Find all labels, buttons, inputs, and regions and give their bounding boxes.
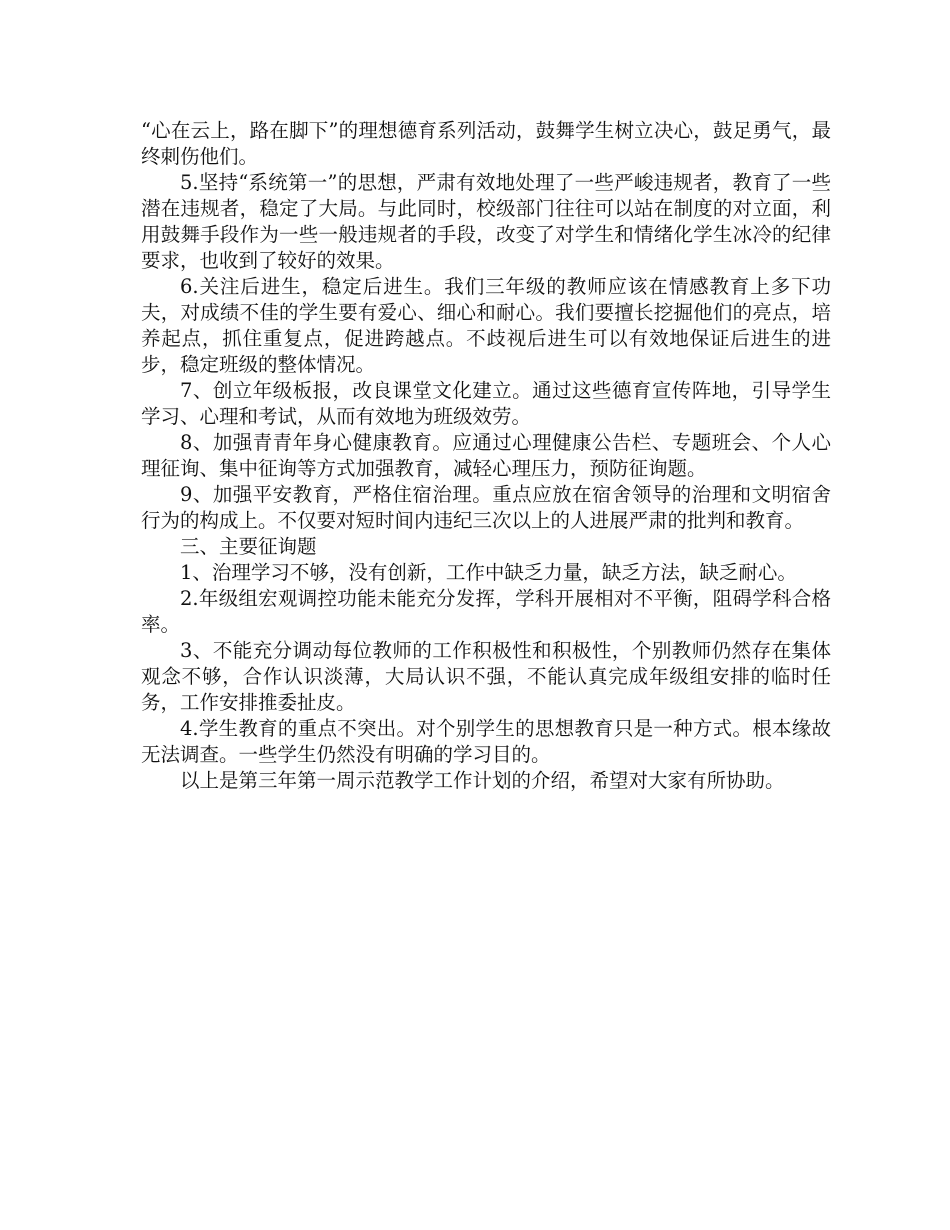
paragraph-1: “心在云上，路在脚下”的理想德育系列活动，鼓舞学生树立决心，鼓足勇气，最终刺伤他们。	[141, 119, 831, 168]
issue-item-4: 4.学生教育的重点不突出。对个别学生的思想教育只是一种方式。根本缘故无法调查。一些学生仍然没有明确的学习目的。	[141, 717, 831, 766]
paragraph-item-6: 6.关注后进生，稳定后进生。我们三年级的教师应该在情感教育上多下功夫，对成绩不佳的学生要有爱心、细心和耐心。我们要擅长挖掘他们的亮点，培养起点，抓住重复点，促进跨越点。不歧视后进生可以有效地保证后进生的进步，稳定班级的整体情况。	[141, 275, 831, 376]
issue-item-1: 1、治理学习不够，没有创新，工作中缺乏力量，缺乏方法，缺乏耐心。	[180, 561, 797, 584]
paragraph-item-9: 9、加强平安教育，严格住宿治理。重点应放在宿舍领导的治理和文明宿舍行为的构成上。不仅要对短时间内违纪三次以上的人进展严肃的批判和教育。	[141, 483, 831, 532]
paragraph-item-8: 8、加强青青年身心健康教育。应通过心理健康公告栏、专题班会、个人心理征询、集中征询等方式加强教育，减轻心理压力，预防征询题。	[141, 431, 831, 480]
closing-paragraph: 以上是第三年第一周示范教学工作计划的介绍，希望对大家有所协助。	[180, 769, 785, 792]
document-body	[141, 118, 831, 794]
paragraph-item-5: 5.坚持“系统第一”的思想，严肃有效地处理了一些严峻违规者，教育了一些潜在违规者，稳定了大局。与此同时，校级部门往往可以站在制度的对立面，利用鼓舞手段作为一些一般违规者的手段，改变了对学生和情绪化学生冰冷的纪律要求，也收到了较好的效果。	[141, 171, 831, 272]
section-heading-main-issues: 三、主要征询题	[180, 535, 317, 558]
issue-item-2: 2.年级组宏观调控功能未能充分发挥，学科开展相对不平衡，阻碍学科合格率。	[141, 587, 831, 636]
issue-item-3: 3、不能充分调动每位教师的工作积极性和积极性，个别教师仍然存在集体观念不够，合作认识淡薄，大局认识不强，不能认真完成年级组安排的临时任务，工作安排推委扯皮。	[141, 639, 831, 714]
paragraph-item-7: 7、创立年级板报，改良课堂文化建立。通过这些德育宣传阵地，引导学生学习、心理和考试，从而有效地为班级效劳。	[141, 379, 831, 428]
